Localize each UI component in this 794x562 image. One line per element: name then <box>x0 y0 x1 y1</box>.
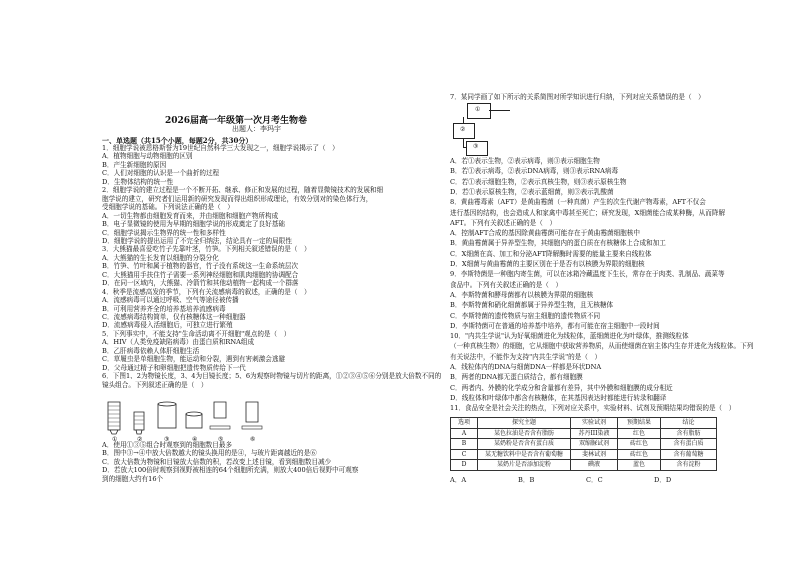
left-text-line: 到的细胞大约有16个 <box>102 474 164 483</box>
left-text-line: 4．秋季是流感高发的季节，下列有关流感病毒的叙述，正确的是（ ） <box>102 287 311 296</box>
left-text-line: A．使用①③⑤组合时观察到的细胞数目最多 <box>102 441 233 449</box>
left-text-line: 受细胞学说的基础。下列说法正确的是（ ） <box>102 203 234 212</box>
q11-option: C．C <box>586 476 603 484</box>
right-text-line: D．若①表示原核生物，②表示蓝细菌，则③表示乳酸菌 <box>450 187 614 196</box>
q6-lens-label: ② <box>137 436 143 442</box>
eyepiece-4 <box>186 412 202 428</box>
author-line: 出题人：李玛宇 <box>232 125 281 133</box>
objective-distance-5 <box>210 402 230 429</box>
right-text-line: B．李斯特菌和硝化细菌都属于异养型生物，且无核糖体 <box>450 301 614 310</box>
right-text-line: 8．黄曲霉毒素（AFT）是黄曲霉菌（一种真菌）产生的次生代谢产物毒素，AFT不仅会 <box>450 198 706 207</box>
right-text-line: 食品中。下列有关叙述正确的是（ ） <box>450 280 563 289</box>
q6-lens-figure <box>102 396 292 442</box>
left-text-line: D．在同一区域内，大熊猫、冷箭竹和其他动植物一起构成一个群落 <box>102 279 299 288</box>
q11-header-cell: 实验试剂 <box>571 418 618 429</box>
right-text-line: A．线粒体内的DNA与细菌DNA一样都是环状DNA <box>450 363 602 371</box>
table-cell: 斐林试剂 <box>571 449 618 460</box>
right-text-line: A．李斯特菌和酵母菌都有以核膜为界限的细胞核 <box>450 290 594 299</box>
left-text-line: B．可利用营养齐全的培养基培养流感病毒 <box>102 304 226 313</box>
table-cell: 某奶粉是否含有蛋白质 <box>478 439 571 450</box>
table-cell: C <box>451 449 478 460</box>
right-text-line: 有关说法中，不能作为支持"内共生学说"的是（ ） <box>450 352 602 361</box>
q6-lens-label: ⑤ <box>218 436 224 442</box>
q7-label-2: ② <box>460 126 466 133</box>
left-text-line: 镜头组合。下列叙述正确的是（ ） <box>102 380 208 389</box>
right-text-line: A．控制AFT合成的基因除黄曲霉菌可能存在于黄曲霉菌细胞核中 <box>450 229 640 238</box>
table-cell: 含有蛋白质 <box>661 439 717 450</box>
left-text-line: A．植物细胞与动物细胞的区别 <box>102 152 193 161</box>
right-text-line: C．若①表示细胞生物，②表示真核生物，则③表示原核生物 <box>450 177 627 186</box>
right-text-line: B．两者的DNA都无蛋白质结合，都有细胞膜 <box>450 373 583 382</box>
right-text-line: A．若①表示生物，②表示病毒，则③表示细胞生物 <box>450 157 600 165</box>
table-cell: 苏丹III染液 <box>571 428 618 439</box>
q7-label-3: ③ <box>473 143 479 150</box>
table-cell: A <box>451 428 478 439</box>
table-cell: 某无糖饮料中是否含有葡萄糖 <box>478 449 571 460</box>
objective-lens-2 <box>134 412 144 434</box>
table-cell: 碘液 <box>571 460 618 471</box>
right-text-line: C．X细菌在高、加工和分泌AFT降解酶时需要的能量主要来自线粒体 <box>450 249 652 258</box>
left-text-line: C．流感病毒结构简单，仅有核糖体这一种细胞器 <box>102 313 246 321</box>
table-cell: D <box>451 460 478 471</box>
table-cell: 红色 <box>618 428 661 439</box>
right-text-line: C．李斯特菌的遗传物质与宿主细胞的遗传物质不同 <box>450 311 601 320</box>
q11-table <box>450 417 717 471</box>
q11-header-cell: 探究主题 <box>478 418 571 429</box>
left-text-line: B．产生新细胞的原因 <box>102 160 167 169</box>
objective-lens-1 <box>108 402 120 434</box>
table-row <box>451 449 717 460</box>
q6-lens-label: ④ <box>192 436 198 442</box>
q11-header-cell: 选项 <box>451 418 478 429</box>
section-heading: 一、单选题（共15个小题，每题2分，共30分） <box>102 136 253 145</box>
left-text-line: 3．大熊猫最喜爱吃竹子先靠叶茎，竹笋。下列相关叙述错误的是（ ） <box>102 245 311 254</box>
left-text-line: D．若放大100倍时观察到视野被相连的64个细胞所充满，则放大400倍后视野中可观察 <box>102 466 359 475</box>
left-text-line: C．人们对细胞的认识是一个曲折的过程 <box>102 169 220 178</box>
table-row <box>451 439 717 450</box>
right-text-line: D．X细菌与黄曲霉菌的主要区别在于是否有以核膜为界限的细胞核 <box>450 260 645 268</box>
objective-distance-6 <box>242 402 262 429</box>
q7-connector <box>489 110 510 111</box>
right-text-line: B．黄曲霉菌属于异养型生物，其细胞内的蛋白质在有核糖体上合成和加工 <box>450 239 666 248</box>
table-cell: 含有葡萄糖 <box>661 449 717 460</box>
table-cell: 蓝色 <box>618 460 661 471</box>
right-text-line: （一种真核生物）的细胞，它从细胞中获取营养物质，从而使细菌在宿主体内生存并进化为线粒体。下列 <box>450 342 754 351</box>
q6-lens-label: ⑥ <box>250 436 256 442</box>
left-text-line: 1．细胞学说被恩格斯誉为19世纪自然科学三大发现之一，细胞学说揭示了（ ） <box>102 144 339 152</box>
q6-lens-label: ① <box>112 436 118 442</box>
q6-lens-label: ③ <box>164 436 170 442</box>
table-row <box>451 460 717 471</box>
right-text-line: B．若①表示病毒，②表示DNA病毒，则③表示RNA病毒 <box>450 167 619 176</box>
left-text-line: A．流感病毒可以通过呼吸、空气等途径被传播 <box>102 296 239 305</box>
right-text-line: AFT。下列有关叙述正确的是（ ） <box>450 218 557 227</box>
q11-option: A．A <box>450 476 467 484</box>
left-text-line: A．一切生物都由细胞发育而来，并由细胞和细胞产物所构成 <box>102 211 279 220</box>
left-text-line: B．竹笋、竹叶和属于植物的器官，竹子没有系统这一生命系统层次 <box>102 262 299 271</box>
left-text-line: B．图中③→④中放大倍数越大的镜头换用的是④，与玻片距离越近的是⑥ <box>102 449 317 458</box>
table-cell: B <box>451 439 478 450</box>
q11-header-row <box>451 418 717 429</box>
right-text-line: 进行基因的结构，也会造成人和家禽中毒甚至死亡；研究发现，X细菌能合成某种酶，从而降解 <box>450 208 726 217</box>
q7-label-1: ① <box>475 106 481 113</box>
table-cell: 某奶片是否添加淀粉 <box>478 460 571 471</box>
left-text-line: B．乙肝病毒依赖人体肝细胞生活 <box>102 346 200 355</box>
right-text-line: C．两者内、外膜的化学成分和含量都有差异，其中外膜和细胞膜的成分相近 <box>450 383 673 392</box>
table-cell: 砖红色 <box>618 449 661 460</box>
left-text-line: A．HIV（人类免疫缺陷病毒）由蛋白质和RNA组成 <box>102 338 255 347</box>
left-text-line: 6．下图1、2为物镜长度，3、4为目镜长度；5、6为观察时物镜与切片的距离，①②③④⑤⑥分别是放大倍数不同的 <box>102 372 442 381</box>
q11-header-cell: 预期结果 <box>618 418 661 429</box>
page-title: 2026届高一年级第一次月考生物卷 <box>165 116 308 126</box>
left-text-line: D．细胞学说的提出运用了不完全归纳法，结论具有一定的局限性 <box>102 236 292 245</box>
right-text-line: D．线粒体和叶绿体中都含有核糖体，在其基因表达时都能进行转录和翻译 <box>450 393 667 402</box>
table-cell: 双缩脲试剂 <box>571 439 618 450</box>
left-text-line: 5．下列事实中，不能支持"生命活动离不开细胞"观点的是（ ） <box>102 329 291 338</box>
left-text-line: D．生物体结构的统一性 <box>102 177 174 186</box>
table-cell: 含有脂肪 <box>661 428 717 439</box>
right-text-line: 9．李斯特菌是一种胞内寄生菌，可以在冰箱冷藏温度下生长，常存在于肉类、乳制品、蔬菜等 <box>450 270 725 279</box>
left-text-line: 胞学说的建立，研究者们运用新的研究发现而得出组织形成理论，有效分别对的染色体行为， <box>102 194 373 203</box>
q11-header-cell: 结论 <box>661 418 717 429</box>
eyepiece-3 <box>158 402 176 428</box>
right-text-line: 7．某同学画了如下所示的关系简图对所学知识进行归纳，下列对应关系错误的是（ ） <box>450 93 705 101</box>
table-row <box>451 428 717 439</box>
right-text-line: D．李斯特菌可在普通的培养基中培养，都有可能在宿主细胞中一段时间 <box>450 321 660 330</box>
table-cell: 砖红色 <box>618 439 661 450</box>
left-text-line: C．细胞学说揭示生物界的统一性和多样性 <box>102 228 226 237</box>
right-text-line: 11．食品安全是社会关注的热点，下列对应关系中，实验材料、试剂及预期结果均错误的是（ ） <box>450 404 736 413</box>
left-text-line: A．大熊猫的生长发育以细胞的分裂分化 <box>102 253 219 262</box>
left-text-line: C．草履虫是单细胞生物，能运动和分裂，遇到有害刺激会逃避 <box>102 355 286 364</box>
q11-option: B．B <box>518 476 535 484</box>
left-text-line: B．电子显微镜的使用为早期的细胞学说的形成奠定了良好基础 <box>102 220 285 229</box>
left-text-line: C．放大倍数为物镜和目镜放大倍数的积，若改变上述目镜，看到细胞数目减少 <box>102 457 332 466</box>
left-text-line: C．大熊猫用手扶住竹子需要一系列神经细胞和肌肉细胞的协调配合 <box>102 270 299 279</box>
left-text-line: D．父母通过精子和卵细胞把遗传物质传给下一代 <box>102 363 246 372</box>
left-text-line: D．流感病毒侵入活细胞后，可独立进行繁殖 <box>102 321 233 330</box>
table-cell: 某色拉油是否含有脂肪 <box>478 428 571 439</box>
q11-option: D．D <box>654 476 672 484</box>
left-text-line: 2．细胞学说的建立过程是一个不断开拓、继承、修正和发展的过程，随着显微镜技术的发展和细 <box>102 186 384 195</box>
right-text-line: 10．"内共生学说"认为好氧细菌进化为线粒体，蓝细菌进化为叶绿体，推测线粒体 <box>450 332 689 341</box>
table-cell: 含有淀粉 <box>661 460 717 471</box>
